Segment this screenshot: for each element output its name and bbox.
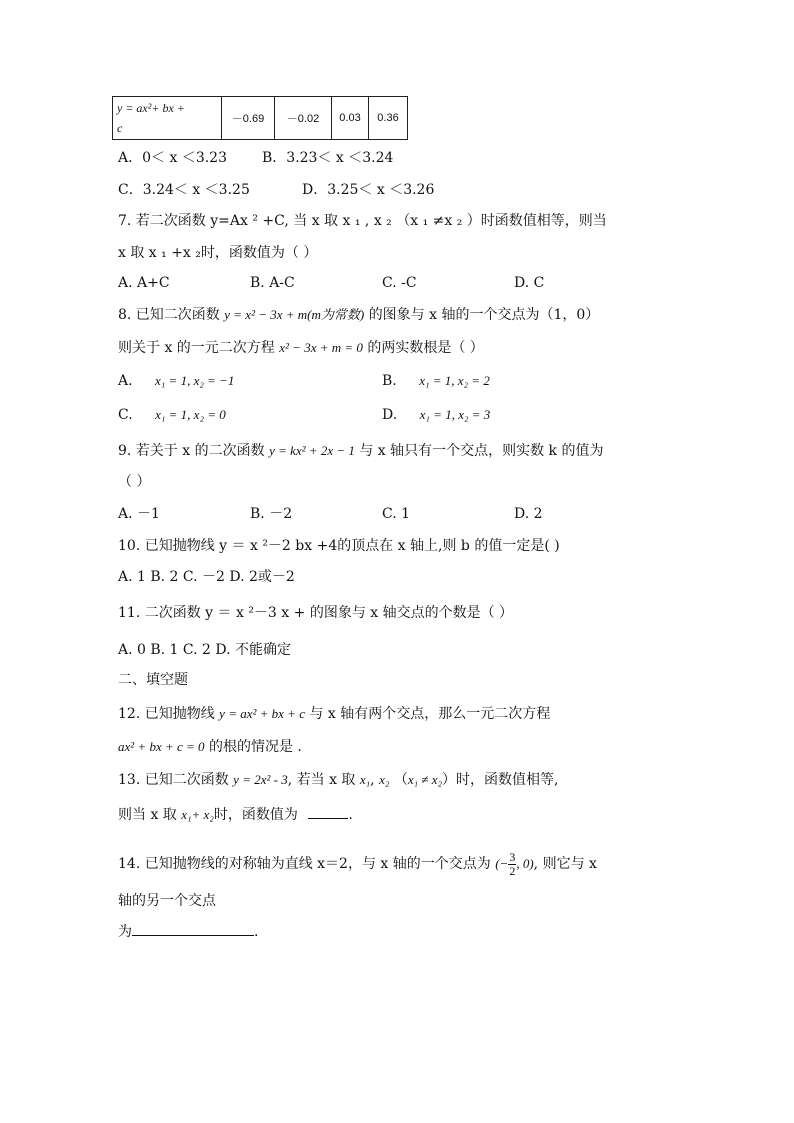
q9-function-formula: y = kx² + 2x − 1	[269, 443, 355, 458]
q13-comma: ,	[370, 772, 375, 788]
option-label: A.	[118, 373, 133, 389]
q6-option-c: C．3.24＜ x ＜3.25	[118, 182, 250, 198]
table-label-line1: y = ax²+ bx +	[117, 101, 185, 115]
q13-x2: x₂	[379, 772, 390, 787]
q12-parabola-formula: y = ax² + bx + c	[219, 706, 305, 721]
q9-line1-text-a: 9. 若关于 x 的二次函数	[118, 443, 265, 459]
option-formula: x₁ = 1, x₂ = 2	[419, 373, 490, 388]
q12-equation-formula: ax² + bx + c = 0	[118, 739, 205, 754]
q14-answer-blank[interactable]	[132, 921, 254, 936]
q13-line2-text-a: 则当 x 取	[118, 807, 177, 823]
section-heading-fill-in: 二、填空题	[118, 672, 188, 688]
q14-point-suffix: , 0)	[516, 856, 534, 871]
q13-sum-formula: x₁+ x₂	[181, 807, 214, 822]
q8-line1-text-a: 8. 已知二次函数	[118, 307, 220, 323]
q8-option-c	[118, 405, 226, 425]
q6-option-a: A．0＜ x ＜3.23	[118, 150, 227, 166]
q14-line3	[118, 921, 258, 942]
q6-option-d: D．3.25＜ x ＜3.26	[302, 182, 435, 198]
q13-line2	[118, 804, 353, 825]
table-value-cell: －0.69	[222, 97, 275, 140]
q8-option-b	[382, 371, 490, 391]
q7-option-c: C. -C	[382, 275, 417, 291]
q14-fraction-denominator: 2	[509, 863, 516, 878]
q8-line2-text-a: 则关于 x 的一元二次方程	[118, 340, 275, 356]
q13-answer-blank[interactable]	[308, 804, 348, 819]
option-label: C.	[118, 407, 133, 423]
q9-line2: （ ）	[118, 474, 151, 490]
q14-period: .	[254, 924, 259, 940]
q13-line1-text-b: , 若当 x 取	[287, 772, 356, 788]
q12-line1-text-b: 与 x 轴有两个交点，那么一元二次方程	[309, 706, 551, 722]
values-table	[112, 96, 408, 140]
q9-line1-text-b: 与 x 轴只有一个交点，则实数 k 的值为	[359, 443, 604, 459]
q12-line1-text-a: 12. 已知抛物线	[118, 706, 215, 722]
option-label: B.	[382, 373, 397, 389]
q9-option-b: B. －2	[250, 506, 293, 522]
q7-line2: x 取 x ₁ +x ₂时，函数值为（ ）	[118, 245, 318, 261]
q14-fraction-numerator: 3	[509, 849, 516, 864]
q8-line1	[118, 305, 599, 325]
q9-option-d: D. 2	[514, 506, 543, 522]
table-row	[113, 97, 408, 140]
q8-equation-formula: x² − 3x + m = 0	[279, 340, 363, 355]
q6-option-b: B．3.23＜ x ＜3.24	[262, 150, 394, 166]
q7-option-a: A. A+C	[118, 275, 170, 291]
q9-option-a: A. －1	[118, 506, 160, 522]
q14-line2: 轴的另一个交点	[118, 893, 216, 909]
q7-line1: 7. 若二次函数 y=Ax ² +C, 当 x 取 x ₁ , x ₂ （x ₁ ≠x ₂ ）时函数值相等，则当	[118, 213, 607, 229]
q13-line1	[118, 770, 559, 790]
q8-option-d	[382, 405, 490, 425]
q10-options: A. 1 B. 2 C. －2 D. 2或－2	[118, 569, 295, 585]
q13-line2-text-b: 时，函数值为	[213, 807, 298, 823]
q8-line2-text-b: 的两实数根是（ ）	[367, 340, 484, 356]
option-formula: x₁ = 1, x₂ = 0	[155, 407, 226, 422]
q13-line1-text-e: ）时，函数值相等,	[442, 772, 559, 788]
q14-line1	[118, 849, 597, 879]
q8-line2	[118, 338, 484, 358]
q13-line1-text-a: 13. 已知二次函数	[118, 772, 229, 788]
q13-function-formula: y = 2x² - 3	[233, 772, 288, 787]
table-label-line2: c	[117, 121, 123, 135]
q8-function-formula: y = x² − 3x + m(m为常数)	[224, 307, 365, 322]
q11-line: 11. 二次函数 y ＝ x ²－3 x + 的图象与 x 轴交点的个数是（ ）	[118, 605, 514, 621]
q11-options: A. 0 B. 1 C. 2 D. 不能确定	[118, 642, 292, 658]
option-formula: x₁ = 1, x₂ = 3	[419, 407, 491, 422]
q14-line1-text-b: , 则它与 x	[533, 856, 597, 872]
q13-neq-formula: x₁ ≠ x₂	[407, 772, 443, 787]
q13-x1: x₁	[359, 772, 371, 787]
q12-line2-text-b: 的根的情况是 .	[208, 739, 302, 755]
q7-option-d: D. C	[514, 275, 545, 291]
q7-option-b: B. A-C	[250, 275, 295, 291]
table-value-cell: 0.36	[369, 97, 408, 140]
q14-point-prefix: (−	[495, 856, 509, 871]
q9-option-c: C. 1	[382, 506, 411, 522]
q12-line1	[118, 704, 550, 724]
q13-period: .	[348, 807, 353, 823]
q9-line1	[118, 441, 604, 461]
q12-line2	[118, 737, 302, 757]
q13-paren-open: （	[393, 772, 408, 788]
option-label: D.	[382, 407, 398, 423]
table-value-cell: 0.03	[332, 97, 369, 140]
q10-line: 10. 已知抛物线 y ＝ x ²－2 bx +4的顶点在 x 轴上,则 b 的值一定是( )	[118, 538, 560, 554]
table-value-cell: －0.02	[275, 97, 332, 140]
q8-line1-text-b: 的图象与 x 轴的一个交点为（1，0）	[368, 307, 600, 323]
q14-line3-text: 为	[118, 924, 132, 940]
option-formula: x₁ = 1, x₂ = −1	[155, 373, 235, 388]
table-label-cell	[113, 97, 222, 140]
q14-line1-text-a: 14. 已知抛物线的对称轴为直线 x＝2，与 x 轴的一个交点为	[118, 856, 491, 872]
q8-option-a	[118, 371, 234, 391]
